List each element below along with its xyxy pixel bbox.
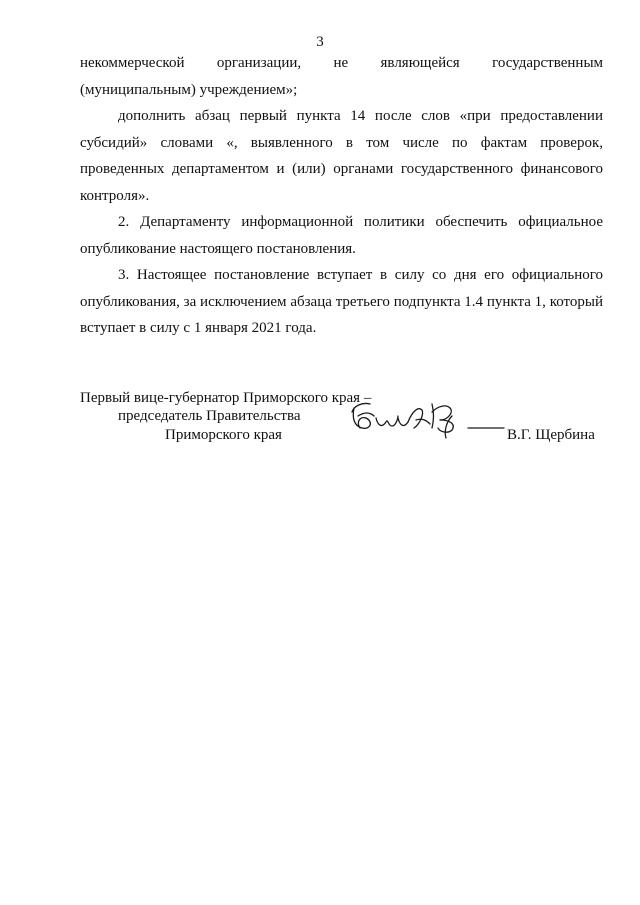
paragraph-continuation-end: (муниципальным) учреждением»; [80,81,298,98]
paragraph-item-2: 2. Департаменту информационной политики обеспечить официальное опубликование настоящего постановления. [80,214,603,257]
word: не [333,55,349,71]
signatory-title-line-3: Приморского края [165,427,282,443]
paragraph-amendment: дополнить абзац первый пункта 14 после слов «при предоставлении субсидий» словами «, выявленного в том числе по фактам проверок, проведенных департаментом и (или) органами государственного финансового контроля». [80,108,603,204]
word: являющейся [380,55,460,71]
paragraph-continuation-line [80,50,603,77]
word: организации, [216,55,302,71]
signatory-name: В.Г. Щербина [507,427,595,443]
word: некоммерческой [80,55,185,71]
word: государственным [492,55,604,71]
signatory-title-line-1: Первый вице-губернатор Приморского края – [80,390,372,406]
page-number: 3 [316,34,324,50]
handwritten-signature [348,398,506,444]
signatory-title-line-2: председатель Правительства [118,408,301,424]
paragraph-item-3: 3. Настоящее постановление вступает в силу со дня его официального опубликования, за исключением абзаца третьего подпункта 1.4 пункта 1, который вступает в силу с 1 января 2021 года. [80,267,603,336]
document-body [80,50,603,342]
